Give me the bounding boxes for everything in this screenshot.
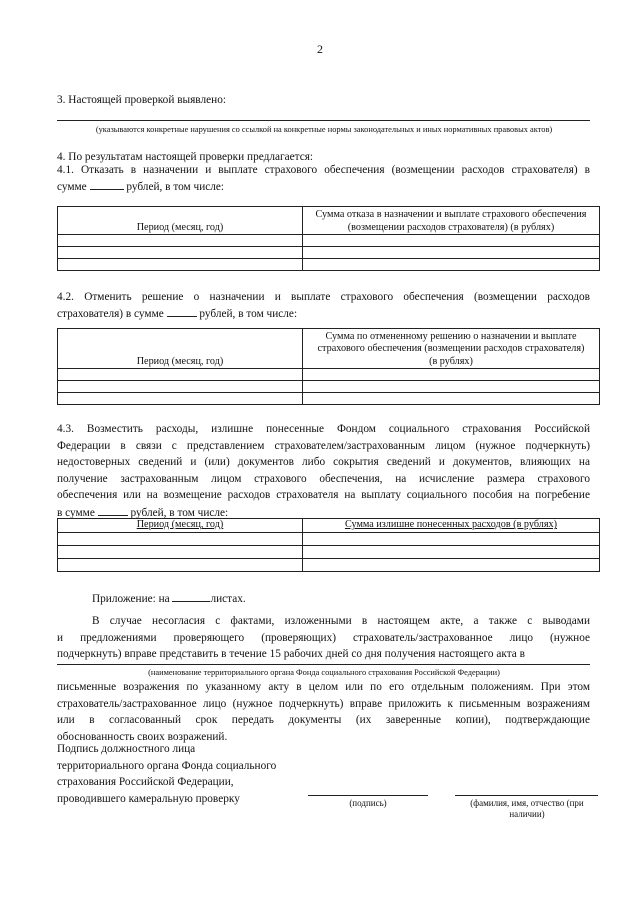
table-row (58, 559, 600, 572)
objections-paragraph (57, 679, 590, 745)
table-row (58, 235, 600, 247)
table-row (58, 533, 600, 546)
signature-fill-line[interactable] (308, 795, 428, 796)
section4-title: 4. По результатам настоящей проверки предлагается: (57, 151, 314, 163)
p43-line: обеспечения или на возмещение расходов страхователя на выплату социального пособия на погребение (57, 489, 590, 502)
name-label (452, 798, 602, 820)
p42-line2 (57, 305, 297, 323)
org-fill-line (57, 664, 590, 665)
p41-sum-label: сумме (57, 181, 87, 193)
p41-line2 (57, 178, 224, 196)
p42-sum-label: страхователя) в сумме (57, 308, 164, 320)
table-cancelled (57, 328, 600, 405)
table1-header-sum (303, 207, 600, 235)
objections-line: страхователь/застрахованное лицо (нужное подчеркнуть) вправе приложить к письменным возражениям (57, 697, 590, 710)
table1-header-sum-line2: (возмещении расходов страхователя) (в рублях) (347, 221, 555, 233)
table3-header-period: Период (месяц, год) (58, 519, 303, 533)
signature-line: территориального органа Фонда социального (57, 759, 277, 772)
signature-line: Подпись должностного лица (57, 743, 196, 755)
appendix-prefix: Приложение: на (92, 593, 170, 605)
table-excess-expenses (57, 518, 600, 572)
objections-line: или в согласованный срок передать документы (их заверенные копии), подтверждающие (57, 714, 590, 727)
p43-line: недостоверных сведений и (или) документов либо сокрытия сведений и документов, влияющих на (57, 456, 590, 469)
section3-title: 3. Настоящей проверкой выявлено: (57, 94, 226, 106)
p42-sum-suffix: рублей, в том числе: (199, 308, 298, 320)
section3-fill-line (57, 120, 590, 121)
table2-header-period: Период (месяц, год) (58, 329, 303, 369)
objections-line: письменные возражения по указанному акту в целом или по его отдельным положениям. При этом (57, 681, 590, 693)
page-number: 2 (317, 42, 323, 56)
table-refusal (57, 206, 600, 271)
name-fill-line[interactable] (455, 795, 598, 796)
p43-line: Федерации в связи с представлением страхователем/застрахованным лицом (нужное подчеркнуть) (57, 439, 590, 452)
objections-line-last: обоснованность своих возражений. (57, 730, 228, 743)
p43-sum-suffix: рублей, в том числе: (130, 506, 229, 519)
table-row (58, 546, 600, 559)
section3-note: (указываются конкретные нарушения со ссылкой на конкретные нормы законодательных и иных нормативных правовых актов) (95, 125, 553, 134)
disagreement-line: В случае несогласия с фактами, изложенными в настоящем акте, а также с выводами (92, 615, 590, 627)
table-row (58, 259, 600, 271)
signature-label: (подпись) (349, 798, 387, 808)
name-label-line1: (фамилия, имя, отчество (при (470, 798, 584, 808)
table-row (58, 247, 600, 259)
name-label-line2: наличии) (509, 809, 545, 819)
table2-header-sum (303, 329, 600, 369)
table-row (58, 381, 600, 393)
p41-line1: 4.1. Отказать в назначении и выплате страхового обеспечения (возмещении расходов страхователя) в (57, 164, 590, 176)
p41-sum-blank[interactable] (90, 178, 124, 190)
p43-sum-label: в сумме (57, 506, 95, 519)
disagreement-paragraph (57, 613, 590, 663)
disagreement-line-last: подчеркнуть) вправе представить в течение 15 рабочих дней со дня получения настоящего акта в (57, 648, 525, 661)
p42-sum-blank[interactable] (167, 305, 197, 317)
p43-line: 4.3. Возместить расходы, излишне понесенные Фондом социального страхования Российской (57, 423, 590, 435)
disagreement-line: и предложениями проверяющего (проверяющих) страхователь/застрахованное лицо (нужное (57, 631, 590, 644)
table1-header-period: Период (месяц, год) (58, 207, 303, 235)
p42-line1: 4.2. Отменить решение о назначении и выплате страхового обеспечения (возмещении расходов (57, 291, 590, 303)
table1-header-sum-line1: Сумма отказа в назначении и выплате страхового обеспечения (315, 209, 587, 221)
p43-paragraph (57, 421, 590, 522)
signature-line: страхования Российской Федерации, (57, 776, 234, 789)
table-row (58, 369, 600, 381)
appendix-suffix: листах. (210, 593, 246, 605)
p41-sum-suffix: рублей, в том числе: (126, 181, 225, 193)
table-row (58, 393, 600, 405)
org-note: (наименование территориального органа Фонда социального страхования Российской Федерации) (148, 668, 500, 677)
table2-header-sum-line3: (в рублях) (429, 355, 473, 367)
table2-header-sum-line2: страхового обеспечения (возмещении расходов страхователя) (317, 343, 585, 355)
appendix-line (92, 590, 246, 608)
appendix-pages-blank[interactable] (172, 590, 210, 602)
p43-sum-blank[interactable] (98, 504, 128, 516)
signature-title (57, 741, 276, 807)
table3-header-sum: Сумма излишне понесенных расходов (в рублях) (303, 519, 600, 533)
signature-line: проводившего камеральную проверку (57, 792, 240, 805)
table2-header-sum-line1: Сумма по отмененному решению о назначении и выплате (325, 330, 577, 342)
p43-line: получение застрахованным лицом страхового обеспечения, на исчисление размера страхового (57, 472, 590, 485)
